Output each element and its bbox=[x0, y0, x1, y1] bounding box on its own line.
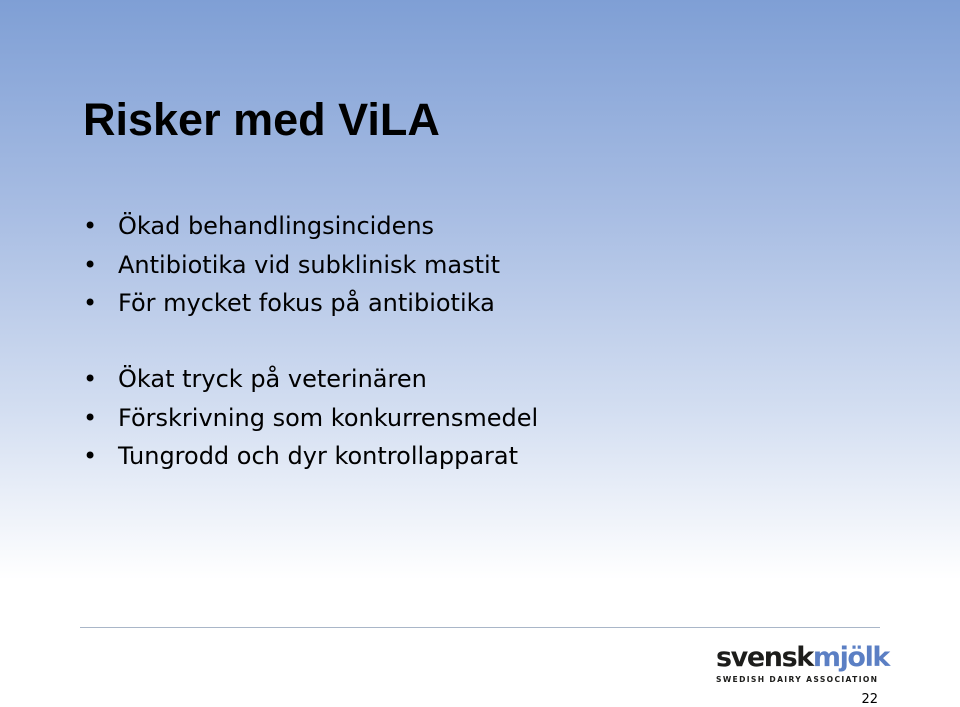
footer-divider bbox=[80, 627, 880, 628]
bullet-item bbox=[83, 399, 538, 438]
bullet-list-group-2 bbox=[83, 360, 538, 476]
logo-wordmark bbox=[716, 640, 889, 676]
bullet-dot-icon: • bbox=[83, 212, 98, 240]
bullet-dot-icon: • bbox=[83, 365, 98, 393]
bullet-text: Ökat tryck på veterinären bbox=[118, 365, 427, 393]
bullet-list-group-1 bbox=[83, 207, 500, 323]
bullet-text: För mycket fokus på antibiotika bbox=[118, 289, 495, 317]
bullet-text: Förskrivning som konkurrensmedel bbox=[118, 403, 539, 432]
bullet-text: Tungrodd och dyr kontrollapparat bbox=[118, 442, 519, 470]
bullet-dot-icon: • bbox=[83, 289, 98, 317]
bullet-text: Ökad behandlingsincidens bbox=[118, 212, 435, 240]
bullet-item bbox=[83, 360, 538, 399]
bullet-item bbox=[83, 284, 500, 323]
svensk-mjolk-logo bbox=[716, 640, 889, 688]
bullet-dot-icon: • bbox=[83, 442, 98, 470]
logo-word-mjolk: mjölk bbox=[812, 642, 889, 673]
page-number: 22 bbox=[861, 692, 878, 707]
bullet-item bbox=[83, 246, 500, 285]
logo-tagline: SWEDISH DAIRY ASSOCIATION bbox=[716, 675, 879, 684]
bullet-item bbox=[83, 207, 500, 246]
bullet-text: Antibiotika vid subklinisk mastit bbox=[118, 250, 501, 279]
logo-word-svensk: svensk bbox=[716, 642, 813, 673]
bullet-dot-icon: • bbox=[83, 403, 98, 432]
bullet-dot-icon: • bbox=[83, 250, 98, 279]
slide-title: Risker med ViLA bbox=[83, 94, 440, 145]
bullet-item bbox=[83, 437, 538, 476]
